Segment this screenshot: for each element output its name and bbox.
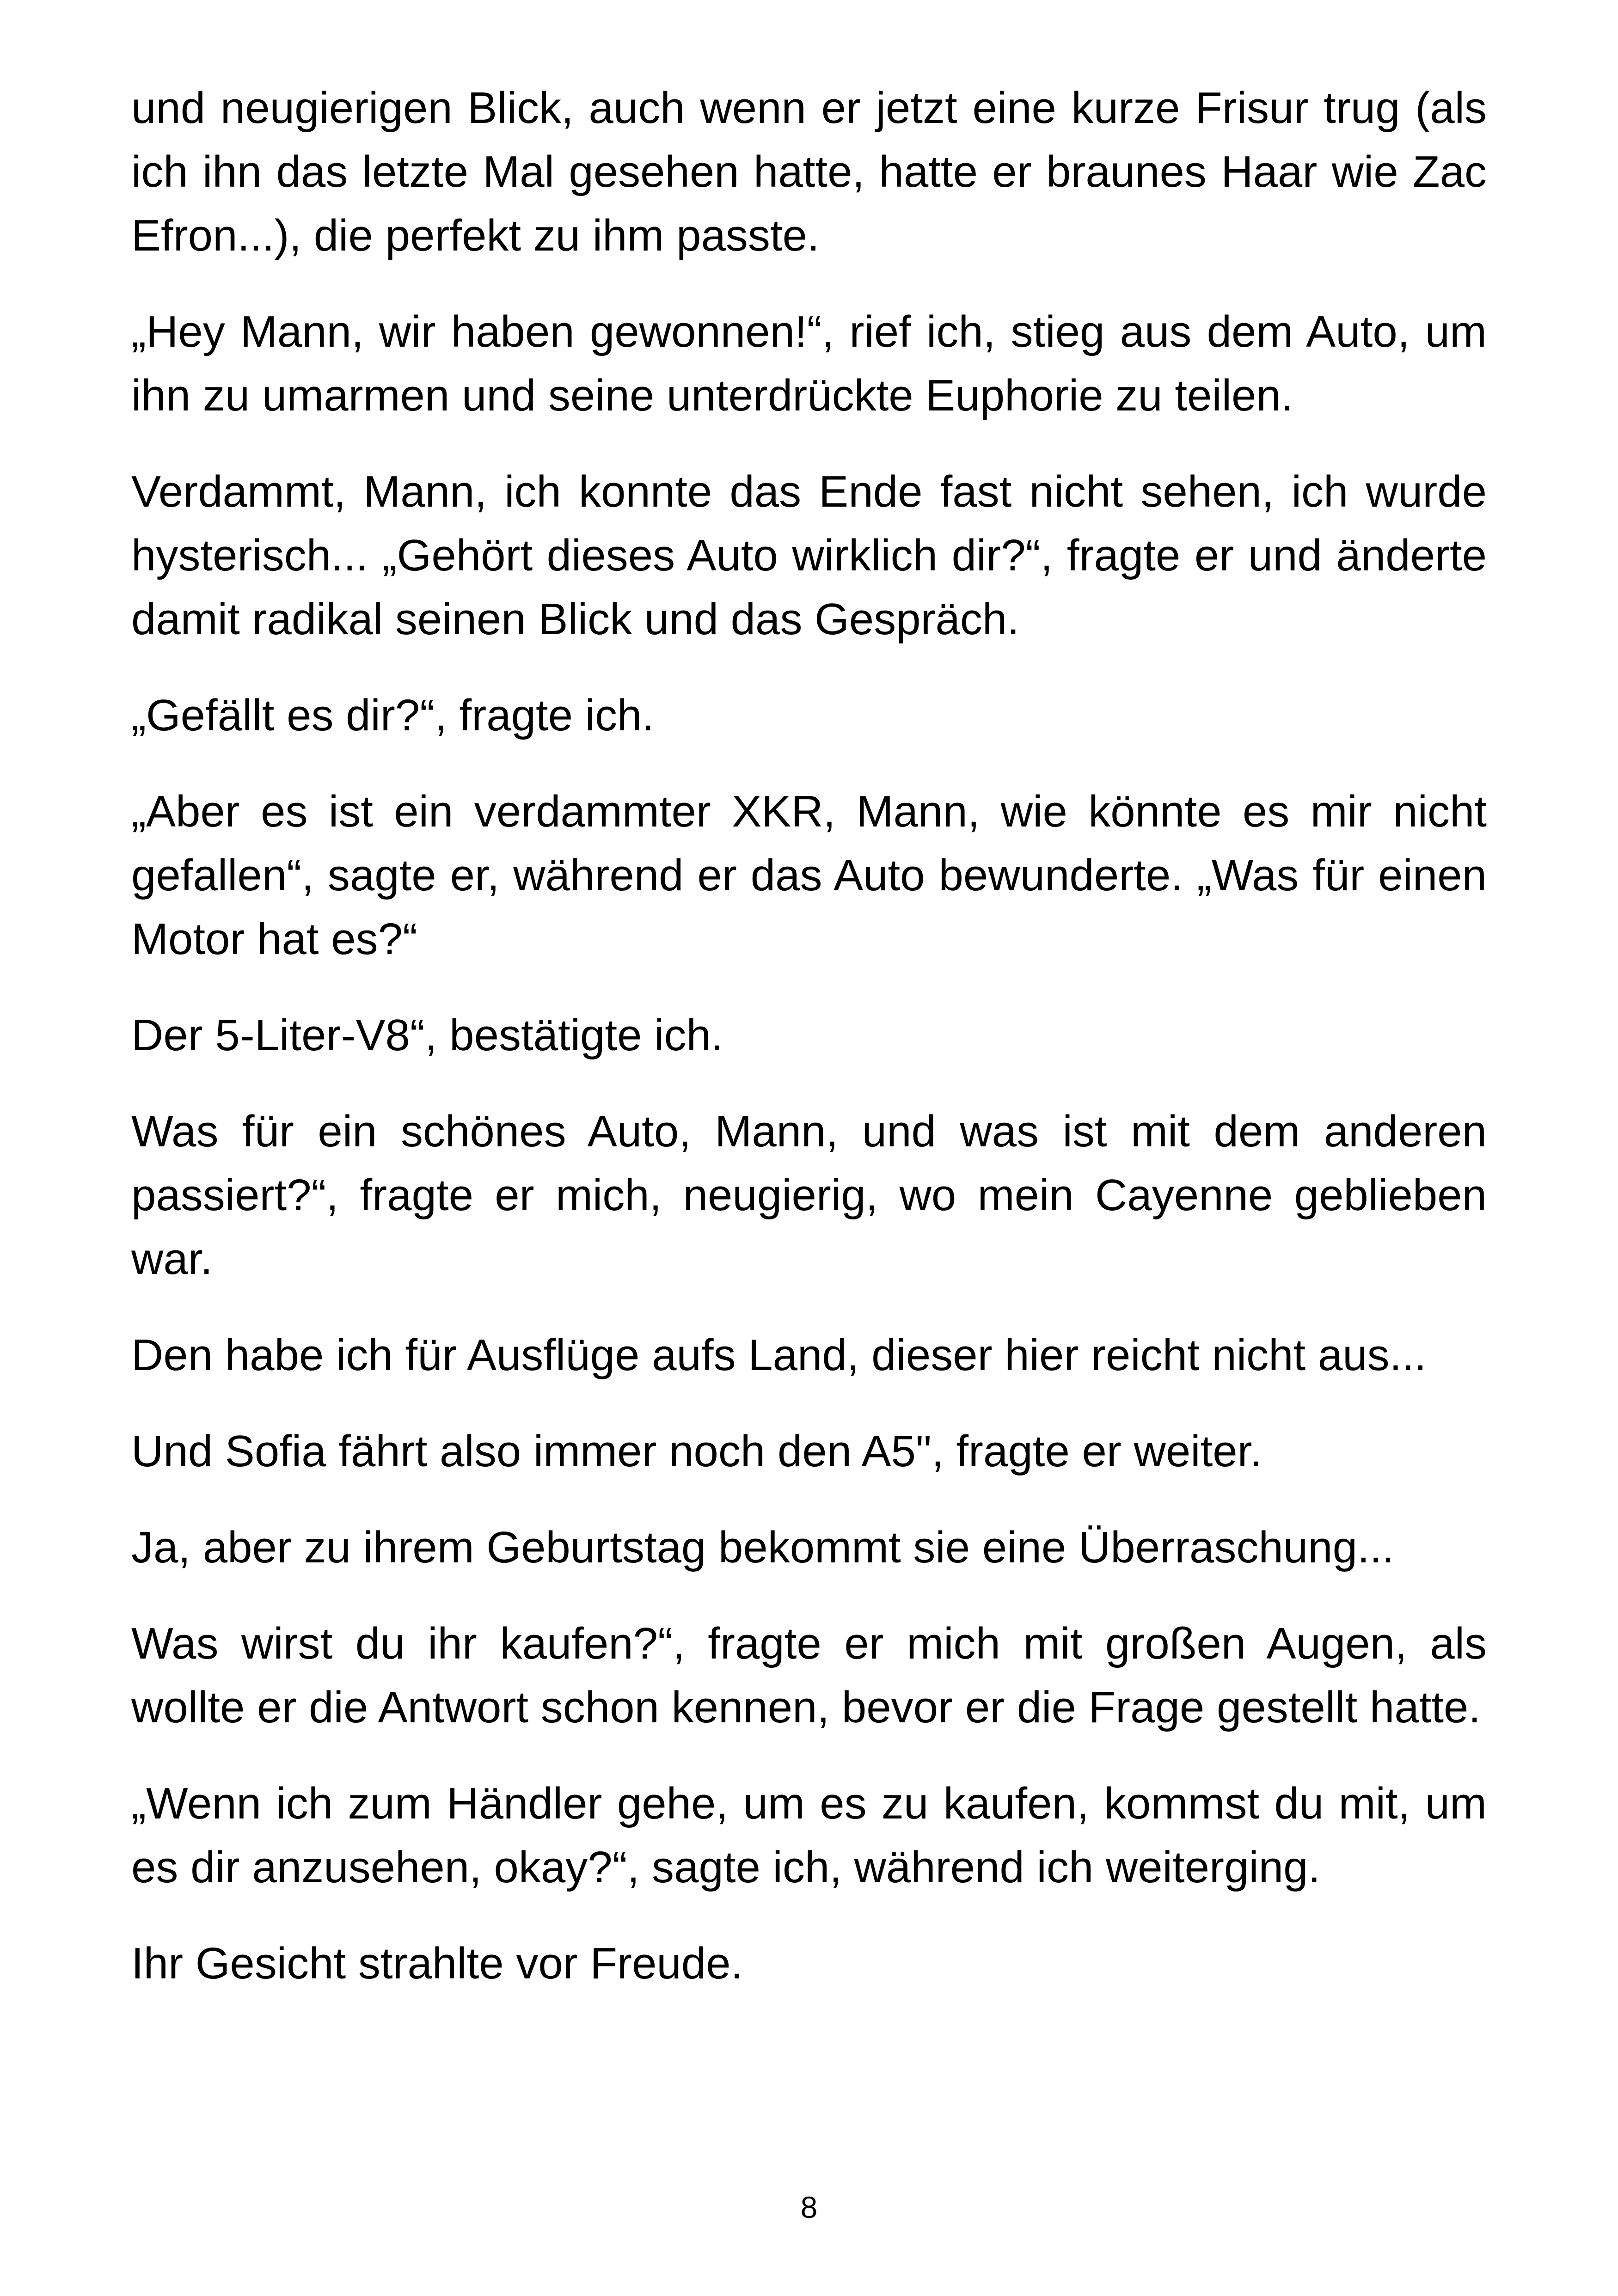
- paragraph-10: Ja, aber zu ihrem Geburtstag bekommt sie eine Überraschung...: [131, 1523, 1394, 1572]
- paragraph-2: „Hey Mann, wir haben gewonnen!“, rief ich, stieg aus dem Auto, um ihn zu umarmen und seine unterdrückte Euphorie zu teilen.: [131, 307, 1487, 420]
- paragraph-9: Und Sofia fährt also immer noch den A5", fragte er weiter.: [131, 1427, 1262, 1476]
- paragraph-8: Den habe ich für Ausflüge aufs Land, dieser hier reicht nicht aus...: [131, 1330, 1427, 1380]
- paragraph-11: Was wirst du ihr kaufen?“, fragte er mich mit großen Augen, als wollte er die Antwort schon kennen, bevor er die Frage gestellt hatte.: [131, 1619, 1487, 1732]
- paragraph-4: „Gefällt es dir?“, fragte ich.: [131, 691, 655, 740]
- body-text: [131, 76, 1487, 2028]
- paragraph-1: und neugierigen Blick, auch wenn er jetzt eine kurze Frisur trug (als ich ihn das letzte Mal gesehen hatte, hatte er braunes Haar wie Zac Efron...), die perfekt zu ihm passte.: [131, 83, 1487, 260]
- paragraph-13: Ihr Gesicht strahlte vor Freude.: [131, 1939, 743, 1988]
- paragraph-12: „Wenn ich zum Händler gehe, um es zu kaufen, kommst du mit, um es dir anzusehen, okay?“, sagte ich, während ich weiterging.: [131, 1779, 1487, 1892]
- paragraph-5: „Aber es ist ein verdammter XKR, Mann, wie könnte es mir nicht gefallen“, sagte er, während er das Auto bewunderte. „Was für einen Motor hat es?“: [131, 787, 1487, 964]
- page-number: 8: [800, 2190, 818, 2224]
- paragraph-7: Was für ein schönes Auto, Mann, und was ist mit dem anderen passiert?“, fragte er mich, neugierig, wo mein Cayenne geblieben war.: [131, 1107, 1487, 1284]
- paragraph-3: Verdammt, Mann, ich konnte das Ende fast nicht sehen, ich wurde hysterisch... „Gehört dieses Auto wirklich dir?“, fragte er und änderte damit radikal seinen Blick und das Gespräch.: [131, 467, 1487, 644]
- paragraph-6: Der 5-Liter-V8“, bestätigte ich.: [131, 1010, 723, 1060]
